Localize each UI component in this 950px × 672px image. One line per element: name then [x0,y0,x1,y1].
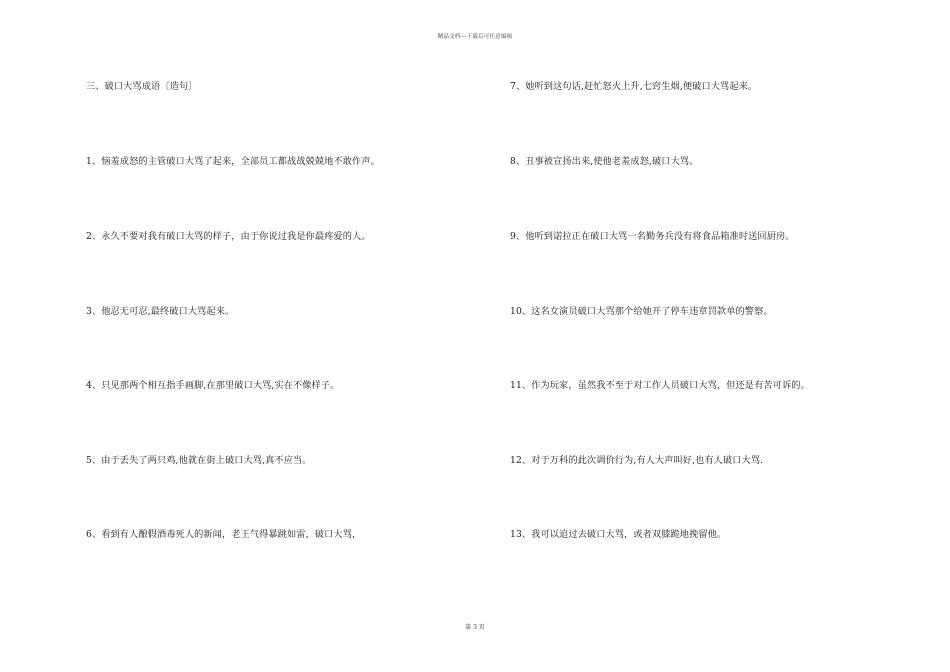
sentence-1: 1、恼羞成怒的主管破口大骂了起来，全部员工都战战兢兢地不敢作声。 [86,156,380,167]
sentence-4: 4、只见那两个相互指手画脚,在那里破口大骂,实在不像样子。 [86,380,340,391]
sentence-11: 11、作为玩家，虽然我不至于对工作人员破口大骂，但还是有苦可诉的。 [510,380,810,391]
sentence-13: 13、我可以追过去破口大骂，或者双膝跪地挽留他。 [510,529,727,540]
page-number: 第 3 页 [465,624,485,631]
sentence-8: 8、丑事被宣扬出来,使他老羞成怒,破口大骂。 [510,156,699,167]
sentence-12: 12、对于万科的此次调价行为,有人大声叫好,也有人破口大骂. [510,455,764,466]
sentence-7: 7、她听到这句话,赶忙怒火上升,七窍生烟,便破口大骂起来。 [510,81,758,92]
section-heading: 三、破口大骂成语〔造句〕 [86,81,198,92]
sentence-5: 5、由于丢失了两只鸡,他就在街上破口大骂,真不应当。 [86,455,312,466]
sentence-2: 2、永久不要对我有破口大骂的样子，由于你说过我是你最疼爱的人。 [86,231,371,242]
sentence-9: 9、他听到诺拉正在破口大骂一名勤务兵没有将食品箱准时送回厨房。 [510,231,795,242]
sentence-3: 3、他忍无可忍,最终破口大骂起来。 [86,306,235,317]
sentence-6: 6、看到有人酿假酒毒死人的新闻，老王气得暴跳如雷，破口大骂， [86,529,362,540]
page-header: 精品文档---下载后可任意编辑 [437,34,513,40]
sentence-10: 10、这名女演员破口大骂那个给她开了停车违章罚款单的警察。 [510,306,773,317]
